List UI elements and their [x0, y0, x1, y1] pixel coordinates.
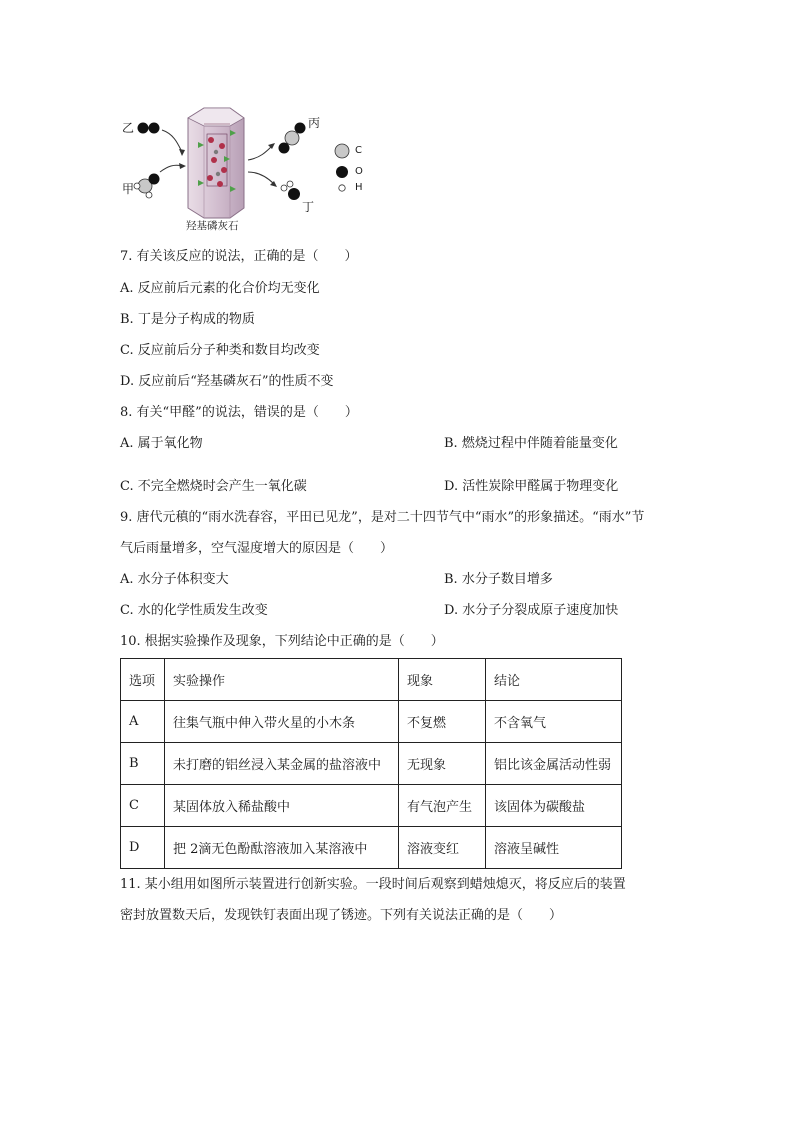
q9-option-a: A. 水分子体积变大 [120, 572, 229, 587]
table-cell: 溶液变红 [399, 827, 486, 869]
table-cell: 某固体放入稀盐酸中 [165, 785, 399, 827]
molecule-label-ding: 丁 [302, 200, 315, 214]
hydrogen-atom-icon [339, 185, 345, 191]
q8-option-d: D. 活性炭除甲醛属于物理变化 [444, 479, 619, 494]
oxygen-atom-icon [149, 123, 160, 134]
q11-stem-line2: 密封放置数天后，发现铁钉表面出现了锈迹。下列有关说法正确的是（ ） [120, 908, 563, 923]
q7-option-d: D. 反应前后“羟基磷灰石”的性质不变 [120, 374, 334, 389]
header-operation: 实验操作 [165, 659, 399, 701]
carbon-atom-icon [335, 144, 349, 158]
oxygen-atom-icon [149, 174, 160, 185]
table-cell: 该固体为碳酸盐 [486, 785, 622, 827]
q9-option-c: C. 水的化学性质发生改变 [120, 603, 268, 618]
table-cell: 往集气瓶中伸入带火星的小木条 [165, 701, 399, 743]
catalyst-caption: 羟基磷灰石 [186, 220, 239, 232]
experiment-table [120, 658, 622, 869]
table-cell: 铝比该金属活动性弱 [486, 743, 622, 785]
table-cell: 把 2滴无色酚酞溶液加入某溶液中 [165, 827, 399, 869]
oxygen-atom-icon [336, 166, 348, 178]
q7-option-b: B. 丁是分子构成的物质 [120, 312, 255, 327]
header-option: 选项 [121, 659, 165, 701]
reaction-diagram-svg [112, 100, 382, 235]
table-row [121, 827, 622, 869]
oxygen-atom-icon [279, 143, 290, 154]
legend-label-c: C [355, 145, 362, 156]
table-cell: 未打磨的铝丝浸入某金属的盐溶液中 [165, 743, 399, 785]
header-phenomenon: 现象 [399, 659, 486, 701]
q11-stem-line1: 11. 某小组用如图所示装置进行创新实验。一段时间后观察到蜡烛熄灭，将反应后的装置 [120, 877, 626, 892]
table-cell: 溶液呈碱性 [486, 827, 622, 869]
molecule-label-jia: 甲 [122, 182, 135, 196]
legend-label-h: H [355, 182, 363, 193]
oxygen-atom-icon [138, 123, 149, 134]
table-cell: A [121, 701, 165, 743]
table-cell: C [121, 785, 165, 827]
hydrogen-atom-icon [281, 185, 287, 191]
table-row [121, 701, 622, 743]
legend-label-o: O [355, 166, 363, 177]
table-row [121, 743, 622, 785]
table-cell: 不含氧气 [486, 701, 622, 743]
q9-stem-line2: 气后雨量增多，空气湿度增大的原因是（ ） [120, 541, 394, 556]
header-conclusion: 结论 [486, 659, 622, 701]
q8-option-a: A. 属于氧化物 [120, 436, 203, 451]
hydrogen-atom-icon [287, 181, 293, 187]
q8-option-b: B. 燃烧过程中伴随着能量变化 [444, 436, 618, 451]
q7-option-c: C. 反应前后分子种类和数目均改变 [120, 343, 320, 358]
table-cell: 不复燃 [399, 701, 486, 743]
q7-option-a: A. 反应前后元素的化合价均无变化 [120, 281, 320, 296]
q9-option-d: D. 水分子分裂成原子速度加快 [444, 603, 619, 618]
oxygen-atom-icon [295, 123, 306, 134]
table-cell: 无现象 [399, 743, 486, 785]
q8-option-c: C. 不完全燃烧时会产生一氧化碳 [120, 479, 307, 494]
q9-stem-line1: 9. 唐代元稹的“雨水洗春容，平田已见龙”，是对二十四节气中“雨水”的形象描述。“雨水”节 [120, 510, 645, 525]
q10-stem: 10. 根据实验操作及现象，下列结论中正确的是（ ） [120, 634, 444, 649]
molecule-label-yi: 乙 [122, 121, 135, 135]
crystal-icon [188, 108, 244, 218]
reaction-diagram [112, 100, 382, 235]
oxygen-atom-icon [288, 188, 300, 200]
q7-stem: 7. 有关该反应的说法，正确的是（ ） [120, 249, 358, 264]
molecule-label-bing: 丙 [308, 116, 321, 130]
q8-stem: 8. 有关“甲醛”的说法，错误的是（ ） [120, 405, 358, 420]
carbon-atom-icon [285, 131, 299, 145]
table-header-row [121, 659, 622, 701]
table-cell: B [121, 743, 165, 785]
q9-option-b: B. 水分子数目增多 [444, 572, 553, 587]
table-row [121, 785, 622, 827]
hydrogen-atom-icon [146, 192, 152, 198]
hydrogen-atom-icon [134, 183, 140, 189]
table-cell: 有气泡产生 [399, 785, 486, 827]
table-cell: D [121, 827, 165, 869]
